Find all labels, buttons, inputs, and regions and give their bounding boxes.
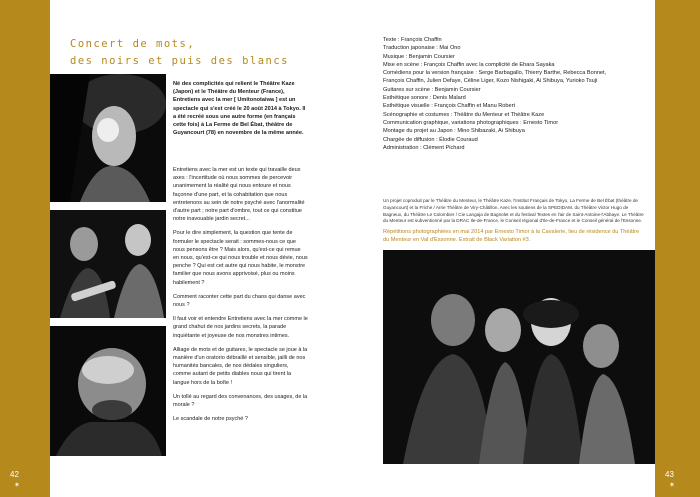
star-ornament-right: ✶ — [669, 482, 675, 489]
left-margin-band — [0, 0, 50, 497]
title-line-2: des noirs et puis des blancs — [70, 55, 290, 67]
body-paragraph: Pour le dire simplement, la question que tente de formuler le spectacle serait : sommes-nous ce que nous pensons être ? Mais alors, qu'est-ce qui remue en nous, qu'est-ce qui nous trouble et nous dévie, nous penche ? Qui est cet autre qui nous habite, le monstre familier que nous avons apprivoisé, plus ou moins habilement ? — [173, 230, 308, 286]
credit-line: François Chaffin, Julien Defaye, Céline Liger, Kozo Nishigaki, Ai Shibuya, Yurioko Tsuji — [383, 78, 598, 85]
title-line-1: Concert de mots, — [70, 38, 196, 50]
body-paragraph: Entretiens avec la mer est un texte qui travaille deux axes : l'incertitude où nous sommes de percevoir unanimement la réalité qui nous entoure et nous façonne d'une part, et la cohabitation que nous entretenons au sein de notre psyché avec l'anormalité d'autre part ; notre part d'ombre, tout ce qui constitue notre inavouable jardin secret... — [173, 167, 305, 223]
credit-line: Comédiens pour la version française : Serge Barbagallo, Thierry Barthe, Rebecca Bonnet, — [383, 70, 607, 77]
credit-line: Montage du projet au Japon : Mino Shibazaki, Ai Shibuya — [383, 128, 525, 135]
credit-line: Communication graphique, variations photographiques : Ernesto Timor — [383, 119, 559, 126]
article-body — [173, 166, 308, 429]
credit-line: Administration : Clément Pichard — [383, 144, 465, 151]
body-paragraph: Comment raconter cette part du chaos qui danse avec nous ? — [173, 293, 306, 309]
article-title — [70, 36, 330, 70]
credit-line: Esthétique sonore : Denis Malard — [383, 95, 466, 102]
photo-caption: Répétitions photographiées en mai 2014 par Ernesto Timor à la Cavalerie, lieu de résidence du Théâtre du Menteur en Val d'Essonne. Extrait de Black Variation #3. — [383, 229, 640, 244]
photo-actor-spotlight — [50, 74, 166, 202]
right-margin-band — [655, 0, 700, 497]
photo-guitarists — [50, 210, 166, 318]
coproduction-note: Un projet coproduit par le Théâtre du Menteur, le Théâtre Kaze, l'Institut Français de Tokyo, La Ferme de Bel Ébat (théâtre de Guyancourt) et la Friche / Arrie Théâtre de Viry-Châtillon. Avec les soutiens de la SPEDIDAM, du Théâtre Victor Hugo de Bagneux, du Théâtre Le Colombier / Cie Langaja de Bagnolet et du festival Textes en l'air de Saint-Antoine-l'Abbaye. Le Théâtre du Menteur est subventionné par la DRAC Ile-de-France, le Conseil régional d'Ile-de-France et le Conseil général de l'Essonne. — [383, 198, 644, 224]
star-ornament-left: ✶ — [14, 482, 20, 489]
credit-line: Traduction japonaise : Mai Ono — [383, 45, 461, 52]
photo-rehearsal-group — [383, 250, 655, 464]
body-paragraph: Alliage de mots et de guitares, le spectacle se joue à la manière d'un oratorio débraillé et sensible, jailli de nos humanités bancales, de nos dédales singuliers, comme autant de petits diables nous qui tirent la langue hors de la boîte ! — [173, 346, 308, 386]
credit-line: Musique : Benjamin Coursier — [383, 53, 455, 60]
page-number-right: 43 — [665, 470, 674, 479]
credit-line: Chargée de diffusion : Élodie Couraud — [383, 136, 478, 143]
credits-list — [383, 36, 645, 152]
credit-line: Scénographie et costumes : Théâtre du Menteur et Théâtre Kaze — [383, 111, 545, 118]
body-paragraph: Le scandale de notre psyché ? — [173, 416, 248, 423]
credit-line: Texte : François Chaffin — [383, 37, 442, 43]
article-lede: Né des complicités qui relient le Théâtre Kaze (Japon) et le Théâtre du Menteur (France), Entretiens avec la mer [ Umitonotaiwa ] est un spectacle qui s'est créé le 20 août 2014 à Tokyo. Il a été recréé sous une autre forme (en français cette fois) à La Ferme de Bel Ébat, théâtre de Guyancourt (78) en novembre de la même année. — [173, 81, 306, 137]
page-number-left: 42 — [10, 470, 19, 479]
photo-actor-closeup — [50, 326, 166, 456]
credit-line: Mise en scène : François Chaffin avec la complicité de Ehara Sayaka — [383, 61, 555, 68]
body-paragraph: Un tollé au regard des convenances, des usages, de la morale ? — [173, 393, 308, 409]
credit-line: Esthétique visuelle : François Chaffin et Manu Robert — [383, 103, 516, 110]
credit-line: Guitares sur scène : Benjamin Coursier — [383, 86, 481, 93]
body-paragraph: Il faut voir et entendre Entretiens avec la mer comme le grand chahut de nos jardins secrets, la parade inquiétante et joyeuse de nos monstres intimes. — [173, 316, 308, 339]
